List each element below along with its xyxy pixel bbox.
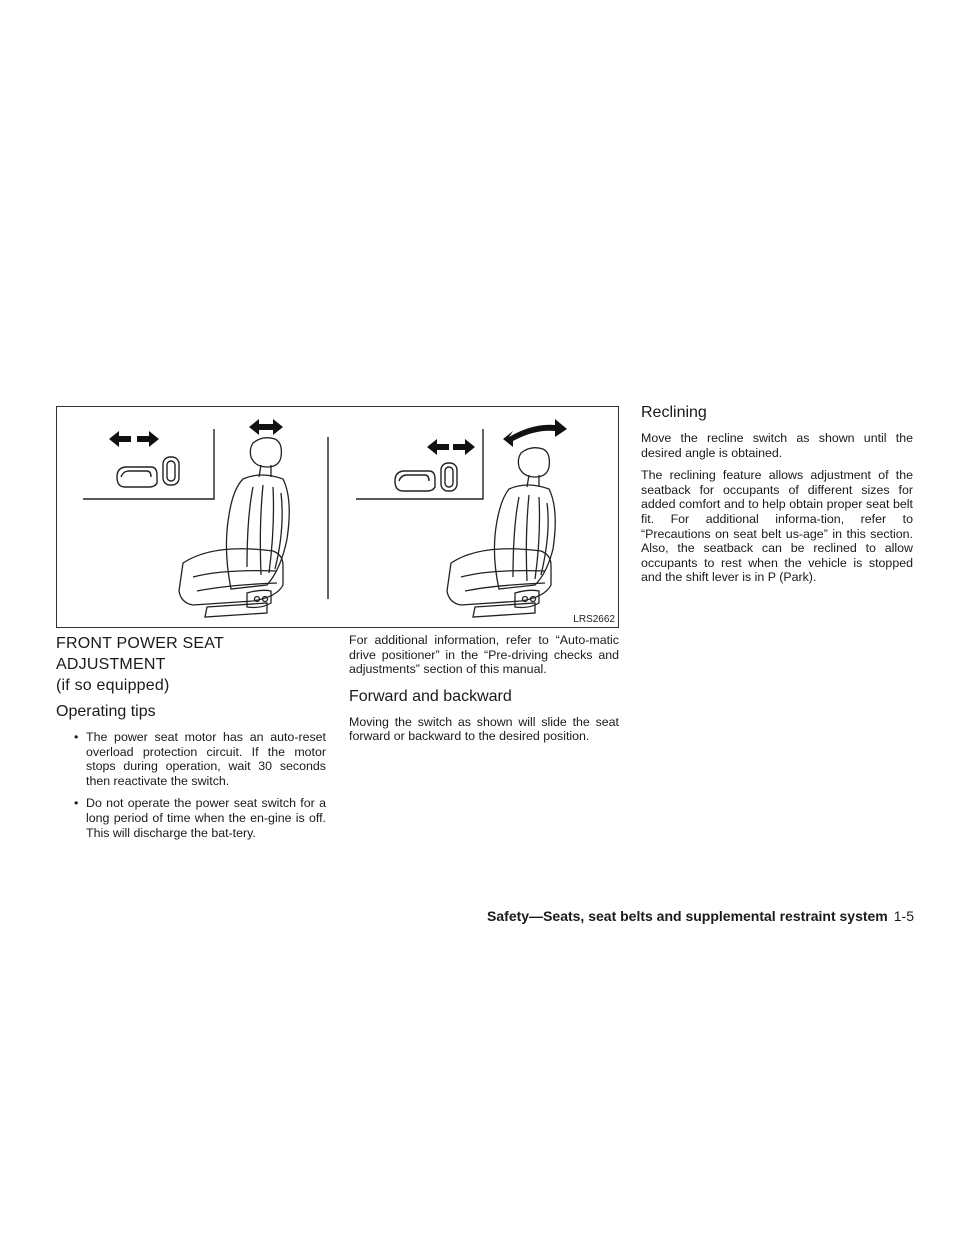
recline-arrow-icon [503,419,567,447]
page-number: 1-5 [893,908,914,924]
recline-switch-arrows-icon [427,439,475,455]
reclining-heading: Reclining [641,404,707,421]
section-title-line1: FRONT POWER SEAT ADJUSTMENT [56,635,224,673]
figure-code: LRS2662 [573,614,615,625]
chapter-title: Safety—Seats, seat belts and supplemental restraint system [487,908,888,924]
section-title-line2: (if so equipped) [56,677,170,694]
section-title [56,633,326,696]
list-item [74,730,326,788]
page-footer [487,908,914,924]
right-column [641,403,913,593]
operating-tips-heading: Operating tips [56,703,156,720]
seat-illustration [57,407,620,629]
middle-column [349,633,619,752]
recline-switch-icon [395,463,457,491]
operating-tips-list [56,730,326,840]
headrest-arrow-icon [249,419,283,435]
left-seat-drawing [179,419,289,617]
left-switch-inset [83,429,214,499]
seat-switch-icon [117,457,179,487]
bullet-icon: • [74,730,79,744]
right-switch-inset [356,429,483,499]
additional-info-text: For additional information, refer to “Auto-matic drive positioner” in the “Pre-driving checks and adjustments” section of this manual. [349,633,619,677]
reclining-text-1: Move the recline switch as shown until the desired angle is obtained. [641,431,913,460]
seat-adjustment-figure [56,406,619,628]
slide-arrows-icon [109,431,159,447]
tip-text: The power seat motor has an auto-reset overload protection circuit. If the motor stops during operation, wait 30 seconds then reactivate the switch. [86,730,326,788]
bullet-icon: • [74,796,79,811]
forward-backward-heading: Forward and backward [349,687,512,705]
list-item [74,796,326,840]
forward-backward-text: Moving the switch as shown will slide the seat forward or backward to the desired position. [349,714,619,744]
left-column [56,633,326,848]
reclining-text-2: The reclining feature allows adjustment of the seatback for occupants of different sizes for added comfort and to help obtain proper seat belt fit. For additional informa-tion, refer to “Precautions on seat belt us-age” in this section. Also, the seatback can be reclined to allow occupants to rest when the vehicle is stopped and the shift lever is in P (Park). [641,468,913,585]
tip-text: Do not operate the power seat switch for a long period of time when the en-gine is off. This will discharge the bat-tery. [86,796,326,840]
